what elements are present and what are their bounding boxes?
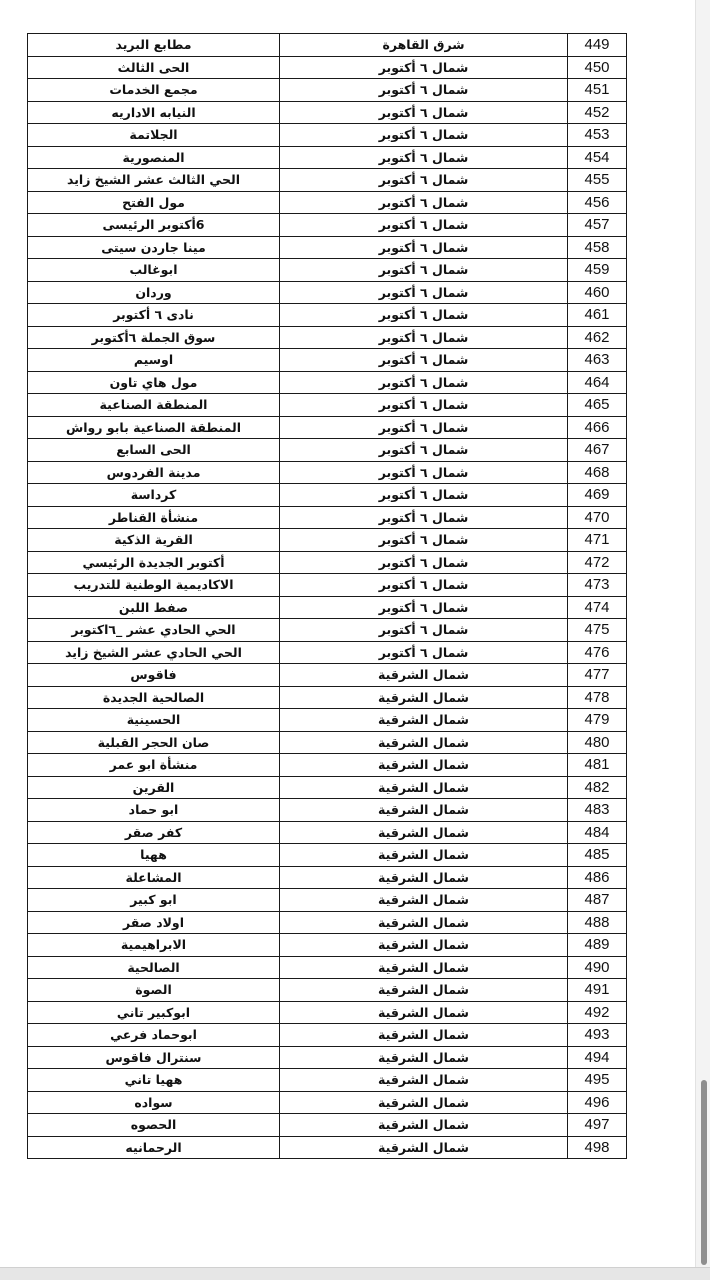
row-number-cell: 457 — [568, 214, 627, 237]
table-row — [28, 1024, 627, 1047]
region-cell: شمال الشرقية — [280, 1001, 568, 1024]
area-cell: اوسيم — [28, 349, 280, 372]
table-row — [28, 1069, 627, 1092]
area-cell: سواده — [28, 1091, 280, 1114]
table-row — [28, 1046, 627, 1069]
table-row — [28, 124, 627, 147]
row-number-cell: 454 — [568, 146, 627, 169]
region-cell: شمال ٦ أكتوبر — [280, 169, 568, 192]
region-cell: شمال ٦ أكتوبر — [280, 394, 568, 417]
table-row — [28, 844, 627, 867]
area-cell: الحصوه — [28, 1114, 280, 1137]
area-cell: مطابع البريد — [28, 34, 280, 57]
region-cell: شمال ٦ أكتوبر — [280, 236, 568, 259]
row-number-cell: 471 — [568, 529, 627, 552]
region-cell: شرق القاهرة — [280, 34, 568, 57]
row-number-cell: 483 — [568, 799, 627, 822]
area-cell: اولاد صقر — [28, 911, 280, 934]
row-number-cell: 465 — [568, 394, 627, 417]
row-number-cell: 495 — [568, 1069, 627, 1092]
table-row — [28, 529, 627, 552]
table-row — [28, 281, 627, 304]
region-cell: شمال الشرقية — [280, 1091, 568, 1114]
region-cell: شمال الشرقية — [280, 799, 568, 822]
region-cell: شمال ٦ أكتوبر — [280, 191, 568, 214]
table-row — [28, 371, 627, 394]
table-row — [28, 304, 627, 327]
region-cell: شمال ٦ أكتوبر — [280, 371, 568, 394]
area-cell: منشأة ابو عمر — [28, 754, 280, 777]
row-number-cell: 463 — [568, 349, 627, 372]
area-cell: كفر صقر — [28, 821, 280, 844]
row-number-cell: 497 — [568, 1114, 627, 1137]
region-cell: شمال الشرقية — [280, 686, 568, 709]
region-cell: شمال ٦ أكتوبر — [280, 484, 568, 507]
region-cell: شمال ٦ أكتوبر — [280, 79, 568, 102]
area-cell: الحي الحادي عشر الشيخ زايد — [28, 641, 280, 664]
area-cell: الحسينية — [28, 709, 280, 732]
row-number-cell: 468 — [568, 461, 627, 484]
area-cell: صفط اللبن — [28, 596, 280, 619]
area-cell: ابوكبير تاني — [28, 1001, 280, 1024]
area-cell: الحي الحادي عشر _٦اكتوبر — [28, 619, 280, 642]
row-number-cell: 475 — [568, 619, 627, 642]
bottom-edge-bar — [0, 1267, 710, 1280]
row-number-cell: 456 — [568, 191, 627, 214]
area-cell: الصالحية الجديدة — [28, 686, 280, 709]
table-row — [28, 214, 627, 237]
table-row — [28, 484, 627, 507]
table-row — [28, 799, 627, 822]
region-cell: شمال الشرقية — [280, 1136, 568, 1159]
table-row — [28, 1136, 627, 1159]
area-cell: ابو كبير — [28, 889, 280, 912]
table-row — [28, 236, 627, 259]
region-cell: شمال الشرقية — [280, 934, 568, 957]
table-row — [28, 416, 627, 439]
table-row — [28, 439, 627, 462]
row-number-cell: 464 — [568, 371, 627, 394]
region-cell: شمال ٦ أكتوبر — [280, 596, 568, 619]
row-number-cell: 493 — [568, 1024, 627, 1047]
area-cell: مجمع الخدمات — [28, 79, 280, 102]
area-cell: ههيا تاني — [28, 1069, 280, 1092]
region-cell: شمال ٦ أكتوبر — [280, 439, 568, 462]
area-cell: ههيا — [28, 844, 280, 867]
row-number-cell: 488 — [568, 911, 627, 934]
area-cell: النيابه الاداريه — [28, 101, 280, 124]
row-number-cell: 452 — [568, 101, 627, 124]
region-cell: شمال الشرقية — [280, 709, 568, 732]
area-cell: ابوغالب — [28, 259, 280, 282]
row-number-cell: 492 — [568, 1001, 627, 1024]
row-number-cell: 458 — [568, 236, 627, 259]
table-row — [28, 349, 627, 372]
area-cell: القرين — [28, 776, 280, 799]
table-row — [28, 619, 627, 642]
region-cell: شمال الشرقية — [280, 1046, 568, 1069]
row-number-cell: 498 — [568, 1136, 627, 1159]
row-number-cell: 481 — [568, 754, 627, 777]
region-cell: شمال ٦ أكتوبر — [280, 416, 568, 439]
area-cell: ابو حماد — [28, 799, 280, 822]
region-cell: شمال ٦ أكتوبر — [280, 619, 568, 642]
area-cell: المنطقة الصناعية بابو رواش — [28, 416, 280, 439]
region-cell: شمال ٦ أكتوبر — [280, 551, 568, 574]
region-cell: شمال ٦ أكتوبر — [280, 506, 568, 529]
table-row — [28, 574, 627, 597]
region-cell: شمال الشرقية — [280, 776, 568, 799]
table-row — [28, 821, 627, 844]
row-number-cell: 467 — [568, 439, 627, 462]
area-cell: ابوحماد فرعي — [28, 1024, 280, 1047]
row-number-cell: 449 — [568, 34, 627, 57]
table-row — [28, 731, 627, 754]
row-number-cell: 474 — [568, 596, 627, 619]
table-row — [28, 101, 627, 124]
area-cell: القرية الذكية — [28, 529, 280, 552]
table-row — [28, 551, 627, 574]
row-number-cell: 451 — [568, 79, 627, 102]
table-row — [28, 394, 627, 417]
area-cell: سوق الجملة ٦أكتوبر — [28, 326, 280, 349]
area-cell: صان الحجر القبلية — [28, 731, 280, 754]
table-row — [28, 259, 627, 282]
table-row — [28, 709, 627, 732]
region-cell: شمال ٦ أكتوبر — [280, 146, 568, 169]
row-number-cell: 496 — [568, 1091, 627, 1114]
region-cell: شمال الشرقية — [280, 889, 568, 912]
region-cell: شمال ٦ أكتوبر — [280, 259, 568, 282]
row-number-cell: 459 — [568, 259, 627, 282]
area-cell: نادى ٦ أكتوبر — [28, 304, 280, 327]
area-cell: أكتوبر الجديدة الرئيسي — [28, 551, 280, 574]
table-row — [28, 79, 627, 102]
area-cell: الحى السابع — [28, 439, 280, 462]
area-cell: المنطقة الصناعية — [28, 394, 280, 417]
region-cell: شمال ٦ أكتوبر — [280, 304, 568, 327]
row-number-cell: 466 — [568, 416, 627, 439]
region-cell: شمال الشرقية — [280, 731, 568, 754]
table-row — [28, 56, 627, 79]
area-cell: المنصورية — [28, 146, 280, 169]
region-cell: شمال الشرقية — [280, 821, 568, 844]
table-row — [28, 866, 627, 889]
table-row — [28, 506, 627, 529]
region-cell: شمال الشرقية — [280, 1069, 568, 1092]
row-number-cell: 462 — [568, 326, 627, 349]
area-cell: الرحمانيه — [28, 1136, 280, 1159]
row-number-cell: 450 — [568, 56, 627, 79]
region-cell: شمال ٦ أكتوبر — [280, 529, 568, 552]
area-cell: وردان — [28, 281, 280, 304]
area-cell: الجلاتمة — [28, 124, 280, 147]
area-cell: المشاعلة — [28, 866, 280, 889]
table-row — [28, 34, 627, 57]
region-cell: شمال الشرقية — [280, 866, 568, 889]
region-cell: شمال ٦ أكتوبر — [280, 326, 568, 349]
area-cell: 6أكتوبر الرئيسى — [28, 214, 280, 237]
row-number-cell: 460 — [568, 281, 627, 304]
table-row — [28, 979, 627, 1002]
table-row — [28, 956, 627, 979]
region-cell: شمال الشرقية — [280, 911, 568, 934]
area-cell: كرداسة — [28, 484, 280, 507]
table-row — [28, 641, 627, 664]
row-number-cell: 470 — [568, 506, 627, 529]
row-number-cell: 478 — [568, 686, 627, 709]
area-cell: الحي الثالث عشر الشيخ زايد — [28, 169, 280, 192]
row-number-cell: 486 — [568, 866, 627, 889]
area-cell: فاقوس — [28, 664, 280, 687]
row-number-cell: 480 — [568, 731, 627, 754]
region-cell: شمال ٦ أكتوبر — [280, 56, 568, 79]
region-cell: شمال الشرقية — [280, 1024, 568, 1047]
row-number-cell: 487 — [568, 889, 627, 912]
table-row — [28, 1001, 627, 1024]
row-number-cell: 490 — [568, 956, 627, 979]
table-row — [28, 461, 627, 484]
area-cell: الاكاديمية الوطنية للتدريب — [28, 574, 280, 597]
area-cell: الحى الثالث — [28, 56, 280, 79]
region-cell: شمال ٦ أكتوبر — [280, 461, 568, 484]
table-row — [28, 146, 627, 169]
area-cell: سنترال فاقوس — [28, 1046, 280, 1069]
table-row — [28, 664, 627, 687]
table-row — [28, 776, 627, 799]
row-number-cell: 453 — [568, 124, 627, 147]
region-cell: شمال الشرقية — [280, 956, 568, 979]
table-row — [28, 754, 627, 777]
row-number-cell: 477 — [568, 664, 627, 687]
row-number-cell: 491 — [568, 979, 627, 1002]
row-number-cell: 485 — [568, 844, 627, 867]
table-row — [28, 889, 627, 912]
area-cell: الصالحية — [28, 956, 280, 979]
row-number-cell: 473 — [568, 574, 627, 597]
table-body — [28, 34, 627, 1159]
region-cell: شمال الشرقية — [280, 664, 568, 687]
table-row — [28, 326, 627, 349]
table-row — [28, 191, 627, 214]
table-row — [28, 1091, 627, 1114]
region-cell: شمال ٦ أكتوبر — [280, 641, 568, 664]
row-number-cell: 472 — [568, 551, 627, 574]
table-row — [28, 686, 627, 709]
vertical-scrollbar[interactable] — [695, 0, 710, 1280]
table-row — [28, 169, 627, 192]
area-cell: مول الفتح — [28, 191, 280, 214]
region-cell: شمال الشرقية — [280, 979, 568, 1002]
region-cell: شمال ٦ أكتوبر — [280, 124, 568, 147]
region-cell: شمال ٦ أكتوبر — [280, 281, 568, 304]
row-number-cell: 482 — [568, 776, 627, 799]
row-number-cell: 489 — [568, 934, 627, 957]
area-cell: الابراهيمية — [28, 934, 280, 957]
row-number-cell: 476 — [568, 641, 627, 664]
region-cell: شمال ٦ أكتوبر — [280, 574, 568, 597]
row-number-cell: 469 — [568, 484, 627, 507]
row-number-cell: 484 — [568, 821, 627, 844]
region-cell: شمال الشرقية — [280, 754, 568, 777]
region-cell: شمال ٦ أكتوبر — [280, 214, 568, 237]
scrollbar-thumb[interactable] — [701, 1080, 707, 1265]
region-cell: شمال الشرقية — [280, 1114, 568, 1137]
region-cell: شمال ٦ أكتوبر — [280, 349, 568, 372]
row-number-cell: 479 — [568, 709, 627, 732]
table-row — [28, 596, 627, 619]
row-number-cell: 455 — [568, 169, 627, 192]
table-row — [28, 911, 627, 934]
area-cell: مينا جاردن سيتى — [28, 236, 280, 259]
row-number-cell: 461 — [568, 304, 627, 327]
region-cell: شمال ٦ أكتوبر — [280, 101, 568, 124]
table-row — [28, 1114, 627, 1137]
area-cell: مول هاي تاون — [28, 371, 280, 394]
table-row — [28, 934, 627, 957]
area-cell: مدينة الفردوس — [28, 461, 280, 484]
area-cell: الصوة — [28, 979, 280, 1002]
region-cell: شمال الشرقية — [280, 844, 568, 867]
branch-table — [27, 33, 627, 1159]
area-cell: منشأة القناطر — [28, 506, 280, 529]
row-number-cell: 494 — [568, 1046, 627, 1069]
